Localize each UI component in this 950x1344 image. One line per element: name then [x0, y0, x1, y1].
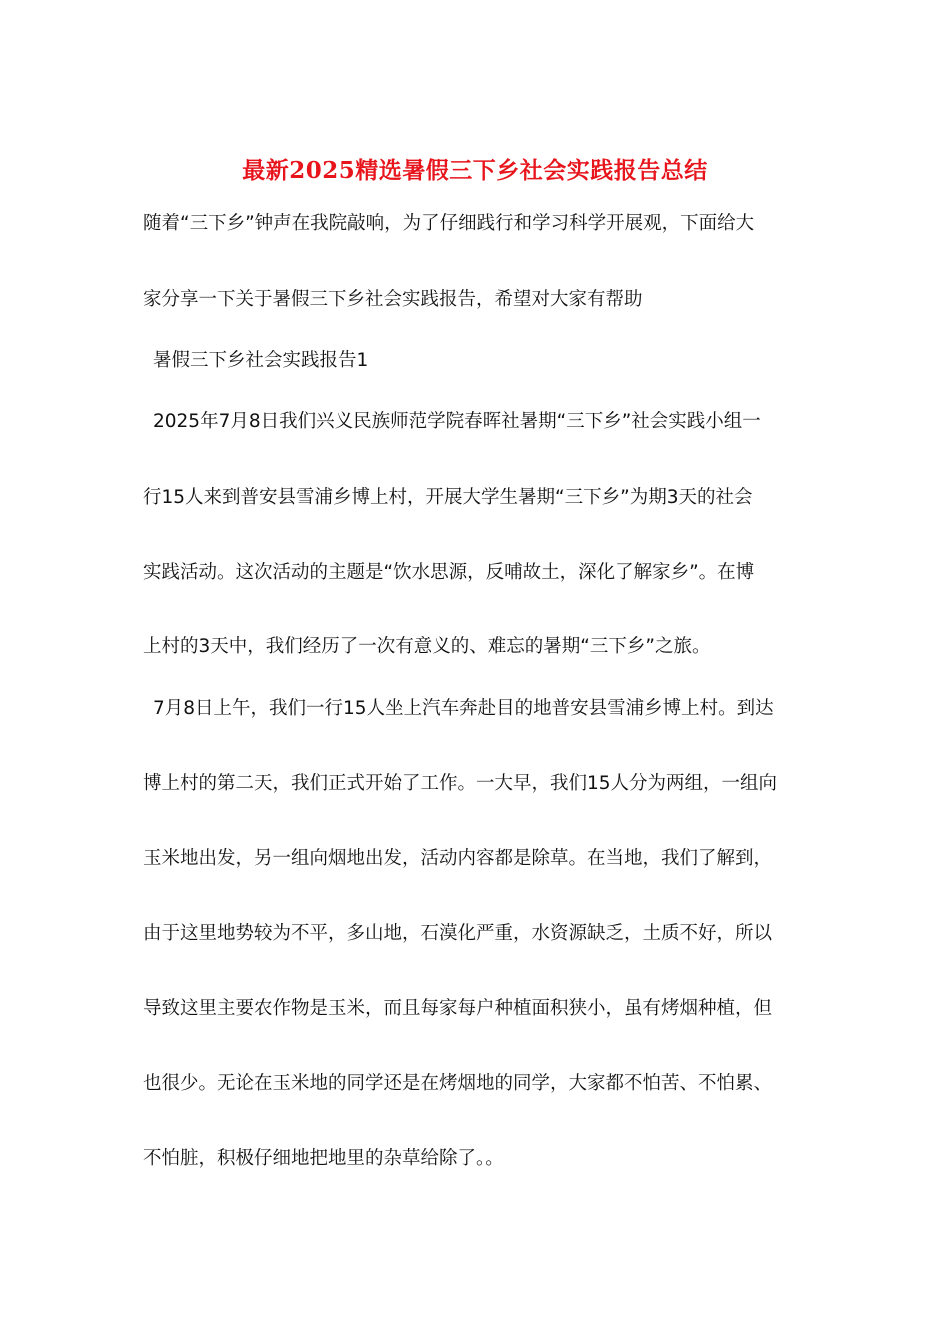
paragraph-line: 上村的3天中，我们经历了一次有意义的、难忘的暑期“三下乡”之旅。 [143, 636, 711, 657]
paragraph-line: 玉米地出发，另一组向烟地出发，活动内容都是除草。在当地，我们了解到， [143, 848, 773, 869]
intro-line: 随着“三下乡”钟声在我院敲响，为了仔细践行和学习科学开展观，下面给大 [143, 213, 755, 234]
paragraph-line: 也很少。无论在玉米地的同学还是在烤烟地的同学，大家都不怕苦、不怕累、 [143, 1073, 773, 1094]
paragraph-line: 博上村的第二天，我们正式开始了工作。一大早，我们15人分为两组，一组向 [143, 773, 778, 794]
document-title: 最新2025精选暑假三下乡社会实践报告总结 [242, 157, 708, 184]
intro-line: 家分享一下关于暑假三下乡社会实践报告，希望对大家有帮助 [143, 289, 643, 310]
paragraph-line: 2025年7月8日我们兴义民族师范学院春晖社暑期“三下乡”社会实践小组一 [153, 411, 761, 432]
paragraph-line: 行15人来到普安县雪浦乡博上村，开展大学生暑期“三下乡”为期3天的社会 [143, 487, 753, 508]
section-heading: 暑假三下乡社会实践报告1 [153, 350, 369, 371]
paragraph-line: 实践活动。这次活动的主题是“饮水思源，反哺故土，深化了解家乡”。在博 [143, 562, 755, 583]
paragraph-line: 导致这里主要农作物是玉米，而且每家每户种植面积狭小，虽有烤烟种植，但 [143, 998, 773, 1019]
paragraph-line: 由于这里地势较为不平，多山地，石漠化严重，水资源缺乏，土质不好，所以 [143, 923, 773, 944]
paragraph-line: 7月8日上午，我们一行15人坐上汽车奔赴目的地普安县雪浦乡博上村。到达 [153, 698, 774, 719]
paragraph-line: 不怕脏，积极仔细地把地里的杂草给除了。。 [143, 1148, 504, 1169]
